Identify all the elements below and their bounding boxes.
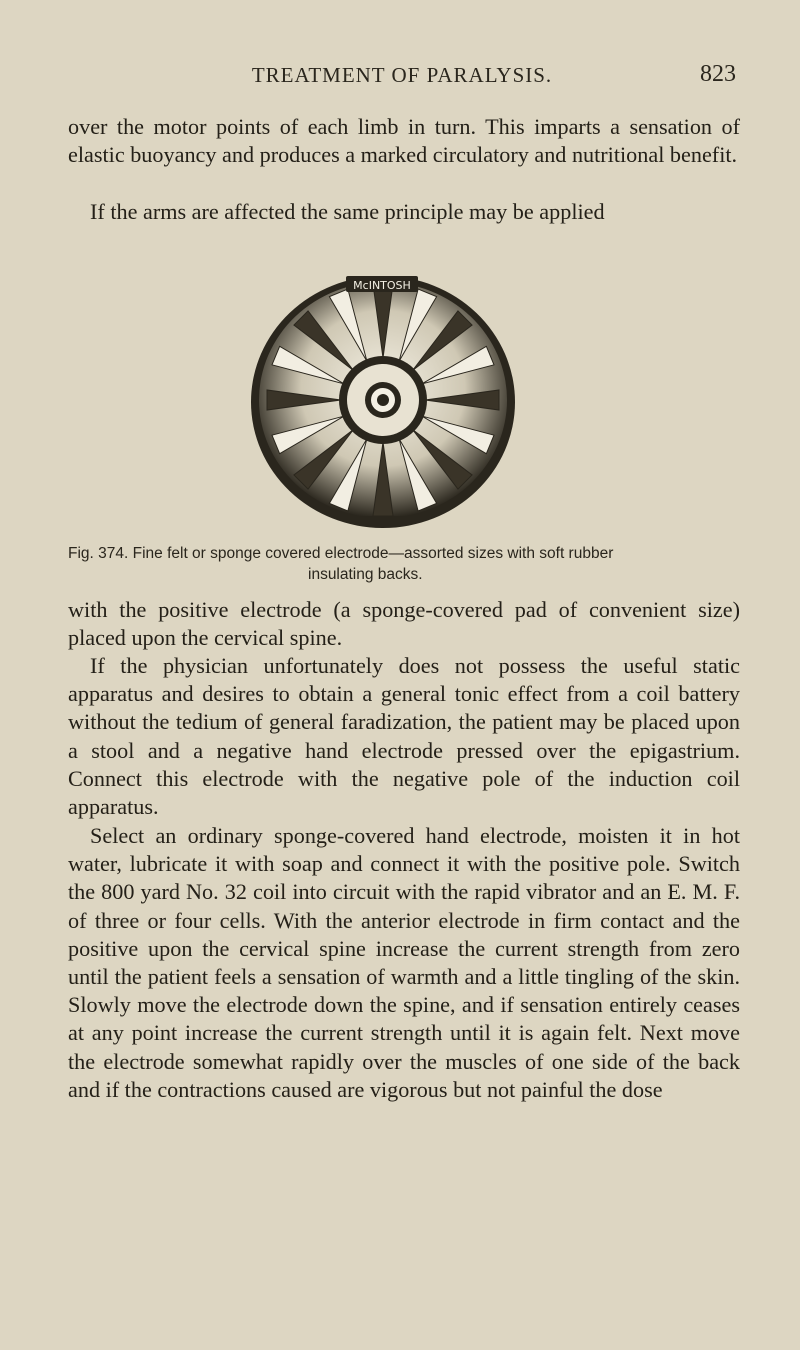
figure-caption <box>68 543 740 585</box>
paragraph-3 <box>68 596 740 652</box>
paragraph-2 <box>68 198 740 226</box>
caption-line-1: Fig. 374. Fine felt or sponge covered electrode—assorted sizes with soft rubber <box>68 545 614 562</box>
paragraph-5 <box>68 822 740 1104</box>
page-number: 823 <box>700 61 736 87</box>
paragraph-4-text: If the physician unfortunately does not possess the useful static apparatus and desires to obtain a general tonic effect from a coil battery without the tedium of general faradization, the patient may be placed upon a stool and a negative hand electrode pressed over the epigastrium. Connect this electrode with the negative pole of the induction coil apparatus. <box>68 653 740 820</box>
electrode-figure <box>238 262 528 542</box>
paragraph-5-text: Select an ordinary sponge-covered hand electrode, moisten it in hot water, lubricate it with soap and connect it with the positive pole. Switch the 800 yard No. 32 coil into circuit with the rapid vibrator and an E. M. F. of three or four cells. With the anterior electrode in firm contact and the positive upon the cervical spine increase the current strength from zero until the patient feels a sensation of warmth and a little tingling of the skin. Slowly move the electrode down the spine, and if sensation entirely ceases at any point increase the current strength until it is again felt. Next move the electrode somewhat rapidly over the muscles of one side of the back and if the contractions caused are vigorous but not painful the dose <box>68 823 740 1102</box>
paragraph-2-text: If the arms are affected the same principle may be applied <box>90 199 605 224</box>
running-head <box>68 63 736 93</box>
electrode-brand-label: McINTOSH <box>353 279 411 292</box>
paragraph-1-text: over the motor points of each limb in turn. This imparts a sensation of elastic buoyancy and produces a marked circulatory and nutritional benefit. <box>68 114 740 168</box>
paragraph-4 <box>68 652 740 821</box>
paragraph-1 <box>68 113 740 169</box>
caption-line-2: insulating backs. <box>308 566 423 583</box>
paragraph-3-text: with the positive electrode (a sponge-covered pad of convenient size) placed upon the cervical spine. <box>68 597 740 651</box>
sponge-electrode-illustration <box>238 262 528 542</box>
running-head-title: TREATMENT OF PARALYSIS. <box>251 63 553 87</box>
